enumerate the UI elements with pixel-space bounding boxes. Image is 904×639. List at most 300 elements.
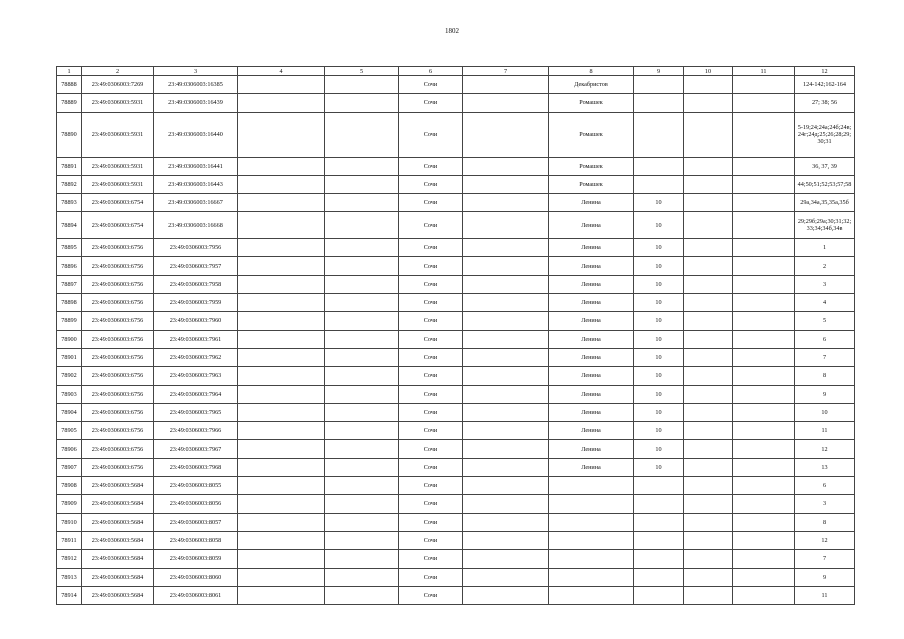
cell-col-7 <box>463 157 549 175</box>
cell-col-7 <box>463 312 549 330</box>
cell-col-1: 78906 <box>57 440 82 458</box>
cell-col-6: Сочи <box>399 348 463 366</box>
cell-col-6: Сочи <box>399 257 463 275</box>
cell-col-7 <box>463 367 549 385</box>
cell-col-6: Сочи <box>399 157 463 175</box>
cell-col-9: 10 <box>634 440 684 458</box>
cell-col-11 <box>733 294 795 312</box>
cell-col-5 <box>325 367 399 385</box>
cell-col-7 <box>463 212 549 239</box>
cell-col-1: 78888 <box>57 76 82 94</box>
cell-col-6: Сочи <box>399 76 463 94</box>
cell-col-9 <box>634 175 684 193</box>
cell-col-11 <box>733 312 795 330</box>
cell-col-1: 78904 <box>57 403 82 421</box>
cell-col-8 <box>549 495 634 513</box>
cell-col-12: 8 <box>795 513 855 531</box>
page-number: 1802 <box>445 27 459 35</box>
cell-col-4 <box>238 94 325 112</box>
column-header-12: 12 <box>795 67 855 76</box>
cell-col-4 <box>238 495 325 513</box>
cell-col-1: 78912 <box>57 550 82 568</box>
cell-col-2: 23:49:0306003:6756 <box>82 440 154 458</box>
cell-col-6: Сочи <box>399 112 463 157</box>
cell-col-3: 23:49:0306003:7958 <box>154 275 238 293</box>
cell-col-3: 23:49:0306003:8055 <box>154 477 238 495</box>
cell-col-10 <box>684 76 733 94</box>
table-row <box>57 175 855 193</box>
cell-col-5 <box>325 440 399 458</box>
cell-col-10 <box>684 440 733 458</box>
cell-col-5 <box>325 193 399 211</box>
cell-col-8: Ленина <box>549 312 634 330</box>
table-row <box>57 157 855 175</box>
cell-col-7 <box>463 403 549 421</box>
cell-col-9: 10 <box>634 212 684 239</box>
cell-col-7 <box>463 112 549 157</box>
cell-col-8: Ромашек <box>549 157 634 175</box>
cell-col-5 <box>325 458 399 476</box>
cell-col-12: 9 <box>795 568 855 586</box>
cell-col-4 <box>238 76 325 94</box>
table-row <box>57 294 855 312</box>
cell-col-2: 23:49:0306003:5931 <box>82 94 154 112</box>
cell-col-4 <box>238 458 325 476</box>
cell-col-7 <box>463 193 549 211</box>
cell-col-5 <box>325 531 399 549</box>
cell-col-1: 78891 <box>57 157 82 175</box>
cell-col-2: 23:49:0306003:6756 <box>82 330 154 348</box>
cell-col-1: 78903 <box>57 385 82 403</box>
table-row <box>57 586 855 604</box>
cell-col-11 <box>733 403 795 421</box>
table-row <box>57 94 855 112</box>
cell-col-11 <box>733 257 795 275</box>
cell-col-7 <box>463 568 549 586</box>
column-header-5: 5 <box>325 67 399 76</box>
cell-col-4 <box>238 422 325 440</box>
table-row <box>57 550 855 568</box>
cell-col-9: 10 <box>634 458 684 476</box>
cell-col-12: 7 <box>795 348 855 366</box>
cell-col-10 <box>684 568 733 586</box>
cell-col-11 <box>733 422 795 440</box>
cell-col-8: Ромашек <box>549 94 634 112</box>
cell-col-11 <box>733 586 795 604</box>
cell-col-3: 23:49:0306003:16440 <box>154 112 238 157</box>
cell-col-9: 10 <box>634 348 684 366</box>
cell-col-9: 10 <box>634 422 684 440</box>
cell-col-10 <box>684 330 733 348</box>
cell-col-2: 23:49:0306003:6754 <box>82 193 154 211</box>
cell-col-1: 78905 <box>57 422 82 440</box>
cell-col-11 <box>733 94 795 112</box>
cell-col-8: Ленина <box>549 294 634 312</box>
table-row <box>57 330 855 348</box>
cell-col-2: 23:49:0306003:6756 <box>82 385 154 403</box>
column-header-3: 3 <box>154 67 238 76</box>
cell-col-5 <box>325 422 399 440</box>
cell-col-1: 78914 <box>57 586 82 604</box>
cell-col-10 <box>684 458 733 476</box>
cell-col-11 <box>733 239 795 257</box>
cell-col-8: Ленина <box>549 385 634 403</box>
cell-col-2: 23:49:0306003:5684 <box>82 586 154 604</box>
cell-col-1: 78911 <box>57 531 82 549</box>
cell-col-6: Сочи <box>399 385 463 403</box>
cell-col-8 <box>549 513 634 531</box>
cell-col-4 <box>238 477 325 495</box>
cell-col-11 <box>733 385 795 403</box>
cell-col-1: 78901 <box>57 348 82 366</box>
cell-col-3: 23:49:0306003:7956 <box>154 239 238 257</box>
cell-col-4 <box>238 367 325 385</box>
cell-col-9 <box>634 586 684 604</box>
cell-col-6: Сочи <box>399 495 463 513</box>
table-row <box>57 495 855 513</box>
cell-col-3: 23:49:0306003:7959 <box>154 294 238 312</box>
column-header-4: 4 <box>238 67 325 76</box>
cell-col-11 <box>733 157 795 175</box>
cell-col-3: 23:49:0306003:16667 <box>154 193 238 211</box>
cell-col-2: 23:49:0306003:6756 <box>82 422 154 440</box>
cell-col-11 <box>733 550 795 568</box>
cell-col-4 <box>238 440 325 458</box>
cell-col-2: 23:49:0306003:5684 <box>82 495 154 513</box>
cell-col-7 <box>463 531 549 549</box>
cell-col-9: 10 <box>634 294 684 312</box>
cell-col-6: Сочи <box>399 586 463 604</box>
cell-col-10 <box>684 477 733 495</box>
cell-col-5 <box>325 312 399 330</box>
cell-col-11 <box>733 495 795 513</box>
cell-col-12: 5 <box>795 312 855 330</box>
table-row <box>57 513 855 531</box>
cell-col-10 <box>684 403 733 421</box>
cell-col-5 <box>325 294 399 312</box>
cell-col-5 <box>325 112 399 157</box>
cell-col-9: 10 <box>634 330 684 348</box>
cell-col-12: 12 <box>795 531 855 549</box>
cell-col-11 <box>733 275 795 293</box>
column-header-6: 6 <box>399 67 463 76</box>
cell-col-2: 23:49:0306003:6756 <box>82 275 154 293</box>
cell-col-7 <box>463 477 549 495</box>
table-row <box>57 239 855 257</box>
cell-col-12: 4 <box>795 294 855 312</box>
cell-col-6: Сочи <box>399 403 463 421</box>
cell-col-2: 23:49:0306003:6756 <box>82 458 154 476</box>
cell-col-1: 78897 <box>57 275 82 293</box>
cell-col-9: 10 <box>634 367 684 385</box>
cell-col-7 <box>463 458 549 476</box>
cell-col-6: Сочи <box>399 477 463 495</box>
cell-col-3: 23:49:0306003:8060 <box>154 568 238 586</box>
cell-col-3: 23:49:0306003:7967 <box>154 440 238 458</box>
cell-col-9 <box>634 477 684 495</box>
cell-col-1: 78893 <box>57 193 82 211</box>
cell-col-10 <box>684 586 733 604</box>
cell-col-11 <box>733 348 795 366</box>
cell-col-8: Ромашек <box>549 112 634 157</box>
cell-col-11 <box>733 568 795 586</box>
cell-col-1: 78913 <box>57 568 82 586</box>
cell-col-12: 5-19;24;24а;24б;24в;24г;24д;25;26;28;29;30;31 <box>795 112 855 157</box>
cell-col-10 <box>684 312 733 330</box>
table-row <box>57 385 855 403</box>
cell-col-10 <box>684 531 733 549</box>
cell-col-11 <box>733 76 795 94</box>
cell-col-6: Сочи <box>399 568 463 586</box>
table-row <box>57 275 855 293</box>
cell-col-1: 78902 <box>57 367 82 385</box>
cell-col-11 <box>733 330 795 348</box>
cell-col-10 <box>684 422 733 440</box>
cell-col-5 <box>325 513 399 531</box>
cell-col-7 <box>463 257 549 275</box>
cell-col-12: 29;29б;29а;30;31;32;33;34;34б,34в <box>795 212 855 239</box>
cell-col-4 <box>238 294 325 312</box>
cell-col-4 <box>238 212 325 239</box>
cell-col-6: Сочи <box>399 367 463 385</box>
cell-col-1: 78899 <box>57 312 82 330</box>
cell-col-10 <box>684 513 733 531</box>
column-header-2: 2 <box>82 67 154 76</box>
cell-col-5 <box>325 330 399 348</box>
cell-col-11 <box>733 212 795 239</box>
cell-col-11 <box>733 193 795 211</box>
column-header-8: 8 <box>549 67 634 76</box>
cell-col-3: 23:49:0306003:8059 <box>154 550 238 568</box>
cell-col-10 <box>684 193 733 211</box>
cell-col-12: 1 <box>795 239 855 257</box>
header-row <box>57 67 855 76</box>
cell-col-3: 23:49:0306003:7962 <box>154 348 238 366</box>
column-header-11: 11 <box>733 67 795 76</box>
cell-col-4 <box>238 193 325 211</box>
cell-col-5 <box>325 212 399 239</box>
cell-col-9: 10 <box>634 275 684 293</box>
cell-col-4 <box>238 312 325 330</box>
cell-col-10 <box>684 212 733 239</box>
cell-col-12: 13 <box>795 458 855 476</box>
cell-col-7 <box>463 348 549 366</box>
table-row <box>57 312 855 330</box>
cell-col-12: 9 <box>795 385 855 403</box>
cell-col-4 <box>238 239 325 257</box>
cell-col-12: 2 <box>795 257 855 275</box>
cell-col-9 <box>634 76 684 94</box>
cell-col-1: 78896 <box>57 257 82 275</box>
cell-col-2: 23:49:0306003:6756 <box>82 257 154 275</box>
cell-col-1: 78907 <box>57 458 82 476</box>
cell-col-11 <box>733 513 795 531</box>
cell-col-8 <box>549 550 634 568</box>
cell-col-3: 23:49:0306003:7963 <box>154 367 238 385</box>
cell-col-10 <box>684 495 733 513</box>
cell-col-1: 78910 <box>57 513 82 531</box>
cell-col-2: 23:49:0306003:6756 <box>82 367 154 385</box>
cell-col-7 <box>463 586 549 604</box>
cell-col-8 <box>549 531 634 549</box>
table-row <box>57 367 855 385</box>
cell-col-10 <box>684 367 733 385</box>
cell-col-12: 12 <box>795 440 855 458</box>
table-row <box>57 257 855 275</box>
table-row <box>57 112 855 157</box>
cell-col-3: 23:49:0306003:8058 <box>154 531 238 549</box>
cell-col-6: Сочи <box>399 422 463 440</box>
cell-col-4 <box>238 568 325 586</box>
cell-col-2: 23:49:0306003:5684 <box>82 550 154 568</box>
cell-col-8: Ромашек <box>549 175 634 193</box>
cell-col-4 <box>238 513 325 531</box>
cell-col-6: Сочи <box>399 458 463 476</box>
cell-col-7 <box>463 440 549 458</box>
cell-col-2: 23:49:0306003:5684 <box>82 513 154 531</box>
cell-col-1: 78898 <box>57 294 82 312</box>
cell-col-8: Ленина <box>549 257 634 275</box>
table-row <box>57 531 855 549</box>
cell-col-10 <box>684 550 733 568</box>
table-row <box>57 193 855 211</box>
cell-col-1: 78892 <box>57 175 82 193</box>
cell-col-12: 27; 38; 56 <box>795 94 855 112</box>
cell-col-3: 23:49:0306003:7957 <box>154 257 238 275</box>
cell-col-5 <box>325 477 399 495</box>
table-row <box>57 568 855 586</box>
cell-col-5 <box>325 385 399 403</box>
column-header-9: 9 <box>634 67 684 76</box>
cell-col-6: Сочи <box>399 440 463 458</box>
cell-col-5 <box>325 495 399 513</box>
cell-col-3: 23:49:0306003:8061 <box>154 586 238 604</box>
cell-col-5 <box>325 586 399 604</box>
cell-col-4 <box>238 385 325 403</box>
cell-col-11 <box>733 175 795 193</box>
cell-col-6: Сочи <box>399 239 463 257</box>
cell-col-2: 23:49:0306003:6756 <box>82 312 154 330</box>
table-row <box>57 403 855 421</box>
cell-col-2: 23:49:0306003:6756 <box>82 403 154 421</box>
cell-col-7 <box>463 76 549 94</box>
cell-col-1: 78890 <box>57 112 82 157</box>
cell-col-9: 10 <box>634 385 684 403</box>
cell-col-8: Ленина <box>549 367 634 385</box>
cell-col-4 <box>238 257 325 275</box>
table-row <box>57 422 855 440</box>
cell-col-12: 11 <box>795 422 855 440</box>
cell-col-12: 3 <box>795 275 855 293</box>
cell-col-9: 10 <box>634 312 684 330</box>
cell-col-12: 29а,34а,35,35а,35б <box>795 193 855 211</box>
cell-col-8: Декабристов <box>549 76 634 94</box>
cell-col-2: 23:49:0306003:5931 <box>82 157 154 175</box>
cell-col-12: 44;50;51;52;53;57;58 <box>795 175 855 193</box>
cell-col-8: Ленина <box>549 440 634 458</box>
cell-col-4 <box>238 531 325 549</box>
cell-col-11 <box>733 367 795 385</box>
cell-col-7 <box>463 330 549 348</box>
cell-col-9: 10 <box>634 403 684 421</box>
cell-col-6: Сочи <box>399 175 463 193</box>
cell-col-8: Ленина <box>549 275 634 293</box>
cell-col-6: Сочи <box>399 193 463 211</box>
cell-col-4 <box>238 112 325 157</box>
column-header-7: 7 <box>463 67 549 76</box>
cell-col-10 <box>684 175 733 193</box>
cell-col-8: Ленина <box>549 403 634 421</box>
cell-col-12: 11 <box>795 586 855 604</box>
cell-col-2: 23:49:0306003:7269 <box>82 76 154 94</box>
cell-col-12: 6 <box>795 477 855 495</box>
cell-col-11 <box>733 440 795 458</box>
table-row <box>57 76 855 94</box>
cell-col-10 <box>684 94 733 112</box>
cell-col-5 <box>325 94 399 112</box>
table-row <box>57 440 855 458</box>
cell-col-1: 78889 <box>57 94 82 112</box>
cell-col-1: 78908 <box>57 477 82 495</box>
cell-col-9 <box>634 550 684 568</box>
table-header <box>57 67 855 76</box>
cell-col-7 <box>463 422 549 440</box>
cell-col-5 <box>325 157 399 175</box>
cell-col-8: Ленина <box>549 458 634 476</box>
cell-col-4 <box>238 175 325 193</box>
cell-col-12: 3 <box>795 495 855 513</box>
cell-col-10 <box>684 385 733 403</box>
cell-col-12: 36, 37, 39 <box>795 157 855 175</box>
cell-col-6: Сочи <box>399 531 463 549</box>
cell-col-12: 7 <box>795 550 855 568</box>
cell-col-3: 23:49:0306003:16439 <box>154 94 238 112</box>
cell-col-9 <box>634 94 684 112</box>
cell-col-3: 23:49:0306003:7964 <box>154 385 238 403</box>
cell-col-12: 6 <box>795 330 855 348</box>
cell-col-11 <box>733 112 795 157</box>
cell-col-3: 23:49:0306003:7968 <box>154 458 238 476</box>
cell-col-5 <box>325 175 399 193</box>
cell-col-12: 124-142;162-164 <box>795 76 855 94</box>
cell-col-1: 78900 <box>57 330 82 348</box>
cell-col-3: 23:49:0306003:8057 <box>154 513 238 531</box>
cell-col-5 <box>325 348 399 366</box>
table-row <box>57 458 855 476</box>
cell-col-9 <box>634 157 684 175</box>
cell-col-2: 23:49:0306003:6756 <box>82 294 154 312</box>
cell-col-10 <box>684 112 733 157</box>
cell-col-6: Сочи <box>399 294 463 312</box>
cell-col-6: Сочи <box>399 94 463 112</box>
cell-col-4 <box>238 348 325 366</box>
cell-col-10 <box>684 348 733 366</box>
table-row <box>57 348 855 366</box>
cell-col-4 <box>238 330 325 348</box>
cell-col-8: Ленина <box>549 193 634 211</box>
cell-col-6: Сочи <box>399 513 463 531</box>
cell-col-12: 8 <box>795 367 855 385</box>
cell-col-5 <box>325 403 399 421</box>
cell-col-2: 23:49:0306003:6754 <box>82 212 154 239</box>
cell-col-5 <box>325 568 399 586</box>
cell-col-11 <box>733 531 795 549</box>
cell-col-7 <box>463 513 549 531</box>
cell-col-3: 23:49:0306003:7966 <box>154 422 238 440</box>
cell-col-5 <box>325 257 399 275</box>
column-header-1: 1 <box>57 67 82 76</box>
cell-col-12: 10 <box>795 403 855 421</box>
